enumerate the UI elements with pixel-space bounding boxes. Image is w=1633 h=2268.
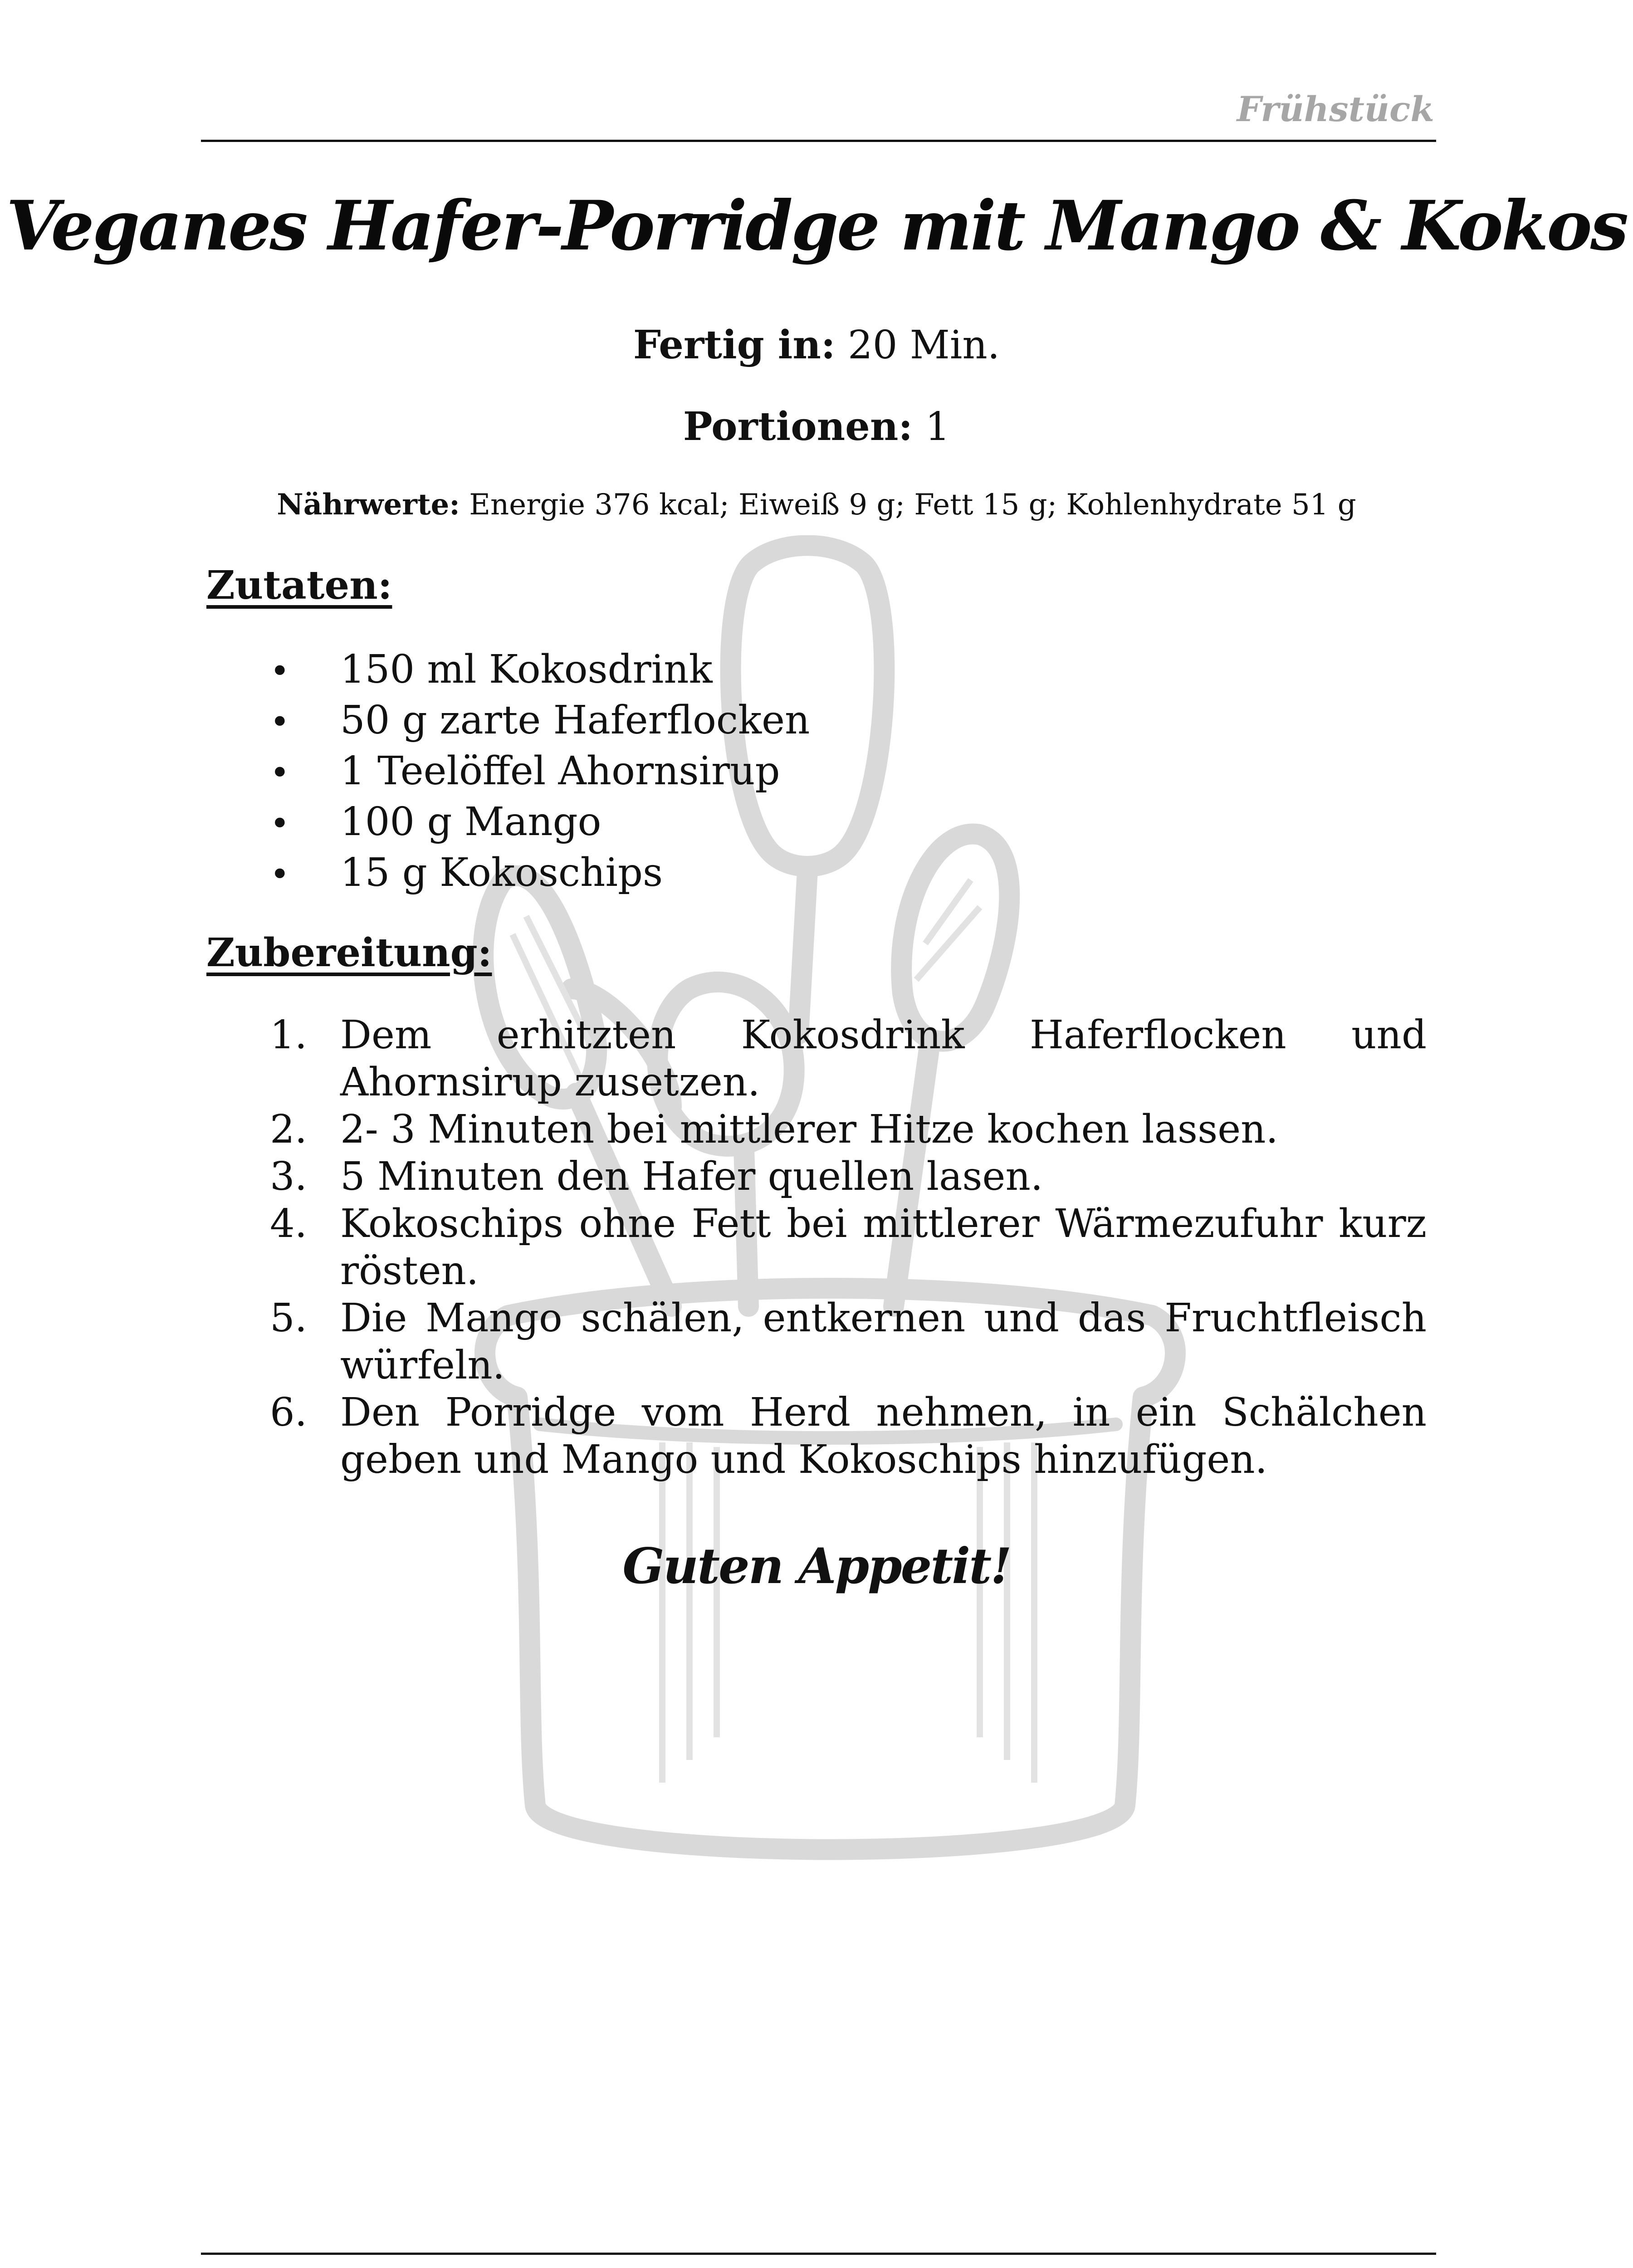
nutrition-value: Energie 376 kcal; Eiweiß 9 g; Fett 15 g; Kohlenhydrate 51 g <box>469 488 1356 522</box>
ingredients-heading: Zutaten: <box>206 562 392 608</box>
list-item <box>270 1295 1427 1389</box>
ready-value: 20 Min. <box>848 323 1000 368</box>
ingredient-text: 1 Teelöffel Ahornsirup <box>340 748 780 794</box>
step-text: 5 Minuten den Hafer quellen lasen. <box>340 1154 1043 1199</box>
preparation-heading: Zubereitung: <box>206 930 492 976</box>
list-item <box>270 746 810 797</box>
list-item <box>270 644 810 695</box>
ready-label: Fertig in: <box>633 322 836 368</box>
step-text: 2- 3 Minuten bei mittlerer Hitze kochen lassen. <box>340 1107 1278 1152</box>
ingredient-text: 150 ml Kokosdrink <box>340 647 713 692</box>
step-number: 3. <box>270 1154 308 1199</box>
list-item <box>270 1012 1427 1106</box>
step-text: Kokoschips ohne Fett bei mittlerer Wärmezufuhr kurz rösten. <box>340 1201 1427 1294</box>
bullet-icon: • <box>270 855 290 894</box>
step-text: Den Porridge vom Herd nehmen, in ein Schälchen geben und Mango und Kokoschips hinzufügen. <box>340 1390 1427 1482</box>
step-number: 6. <box>270 1390 308 1435</box>
list-item <box>270 1153 1427 1200</box>
list-item <box>270 695 810 746</box>
bullet-icon: • <box>270 804 290 843</box>
bullet-icon: • <box>270 703 290 742</box>
nutrition-info <box>0 488 1633 522</box>
bullet-icon: • <box>270 652 290 691</box>
list-item <box>270 847 810 898</box>
section-header: Frühstück <box>1237 89 1434 129</box>
ingredient-text: 100 g Mango <box>340 799 601 845</box>
bullet-icon: • <box>270 753 290 792</box>
recipe-title: Veganes Hafer-Porridge mit Mango & Kokos <box>6 186 1627 266</box>
header-divider <box>201 140 1436 142</box>
preparation-steps <box>270 1012 1427 1483</box>
ingredient-text: 50 g zarte Haferflocken <box>340 698 810 743</box>
step-text: Dem erhitzten Kokosdrink Haferflocken und Ahornsirup zusetzen. <box>340 1012 1427 1105</box>
step-number: 2. <box>270 1107 308 1152</box>
nutrition-label: Nährwerte: <box>277 488 460 522</box>
step-number: 5. <box>270 1295 308 1341</box>
ingredient-text: 15 g Kokoschips <box>340 850 663 895</box>
step-number: 1. <box>270 1012 308 1058</box>
closing-phrase: Guten Appetit! <box>622 1538 1011 1595</box>
portions-label: Portionen: <box>683 404 913 450</box>
list-item <box>270 1389 1427 1483</box>
portions <box>0 404 1633 450</box>
list-item <box>270 1200 1427 1295</box>
step-number: 4. <box>270 1201 308 1246</box>
ingredients-list <box>270 644 810 898</box>
step-text: Die Mango schälen, entkernen und das Fruchtfleisch würfeln. <box>340 1295 1427 1388</box>
footer-divider <box>201 2253 1436 2255</box>
portions-value: 1 <box>925 404 950 450</box>
list-item <box>270 1106 1427 1153</box>
list-item <box>270 797 810 847</box>
ready-time <box>0 322 1633 368</box>
